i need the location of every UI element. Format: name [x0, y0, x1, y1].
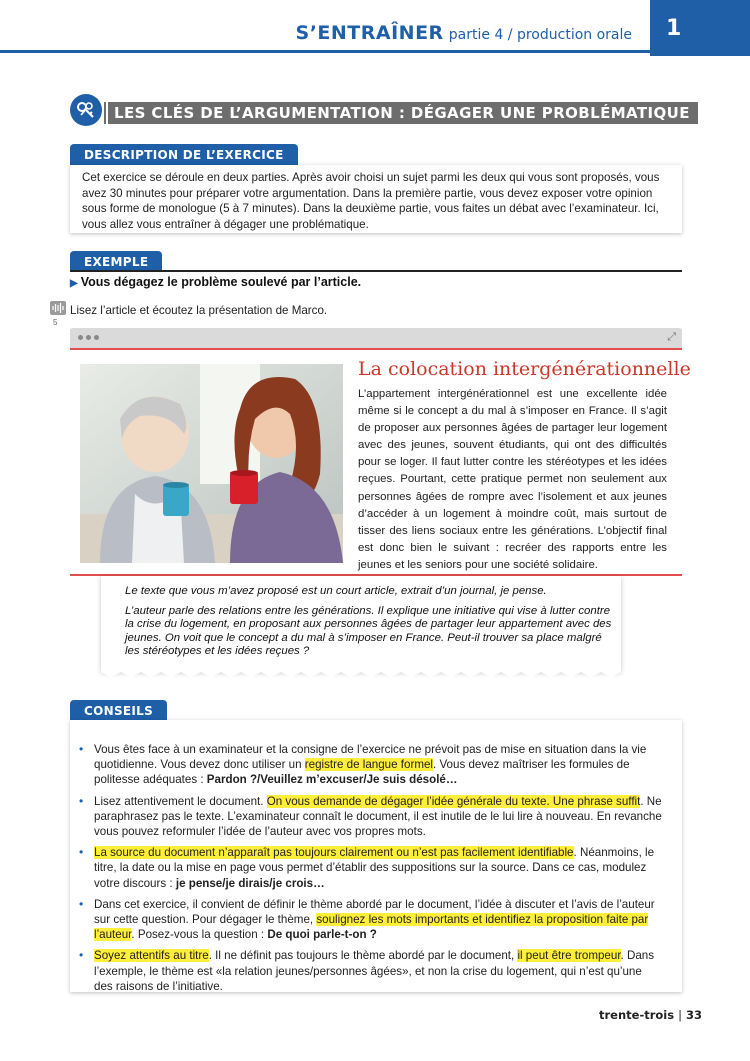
article-browser-frame [70, 328, 691, 576]
conseil-item: • Soyez attentifs au titre. Il ne définit pas toujours le thème abordé par le document, il peut être trompeur. Dans l’exemple, le thème est «la relation jeunes/personnes âgées», et non la crise du logement, qui n’est qu’une des raisons de l’initiative. [79, 948, 655, 993]
highlighted-text: registre de langue formel [304, 758, 434, 772]
article-photo [80, 364, 343, 563]
browser-window-dots [78, 335, 99, 340]
bold-phrase: De quoi parle-t-on ? [267, 928, 377, 942]
browser-toolbar [70, 328, 682, 348]
transcript-note [101, 576, 621, 672]
header-title [296, 22, 632, 44]
arrow-right-icon: ▶ [70, 278, 78, 289]
unit-number: 1 [650, 0, 750, 56]
transcript-paragraph-1: Le texte que vous m’avez proposé est un court article, extrait d’un journal, je pense. [125, 585, 547, 597]
exemple-divider [70, 270, 682, 272]
highlighted-text: Soyez attentifs au titre [94, 949, 209, 963]
conseil-item: • Dans cet exercice, il convient de définir le thème abordé par le document, l’idée à discuter et l’avis de l’auteur sur cette question. Pour dégager le thème, soulignez les mots importants et identifiez la proposition faite par l’auteur. Posez-vous la question : De quoi parle-t-on ? [79, 896, 655, 942]
highlighted-text: On vous demande de dégager l’idée générale du texte. Une phrase suffit [266, 794, 641, 808]
article-text: L’appartement intergénérationnel est une excellente idée même si le concept a du mal à s’imposer en France. Il s’agit de proposer aux personnes âgées de partager leur logement avec des jeunes, souvent étudiants, qui ont des difficultés pour se loger. Il faut lutter contre les stéréotypes et les idées reçues. Pourtant, cette pratique permet non seulement aux personnes âgées de rompre avec l’isolement et aux jeunes d’accéder à un logement à moindre coût, mais surtout de tisser des liens sociaux entre les générations. L’objectif final est donc bien le suivant : recréer des rapports entre les jeunes et les seniors pour une société solidaire. [358, 388, 667, 571]
browser-expand-icon[interactable]: ⤢ [667, 331, 676, 343]
key-icon [70, 94, 102, 126]
exemple-task [70, 275, 361, 289]
bold-phrase: je pense/je dirais/je crois… [175, 876, 325, 890]
bullet-icon: • [79, 793, 84, 808]
description-box [70, 165, 682, 233]
page-header [0, 0, 750, 56]
conseils-box [70, 720, 682, 992]
description-label: DESCRIPTION DE L’EXERCICE [70, 144, 298, 165]
bullet-icon: • [79, 845, 84, 860]
description-text: Cet exercice se déroule en deux parties. Après avoir choisi un sujet parmi les deux qui vous sont proposés, vous avez 30 minutes pour préparer votre argumentation. Dans la première partie, vous devez exposer votre opinion sous forme de monologue (5 à 7 minutes). Dans la deuxième partie, vous faites un débat avec l’examinateur. Ici, vous allez vous entraîner à dégager une problématique. [82, 171, 660, 231]
exemple-label: EXEMPLE [70, 251, 162, 272]
bullet-icon: • [79, 742, 84, 756]
header-section-subtitle: partie 4 / production orale [448, 27, 632, 43]
conseils-list [79, 742, 662, 1000]
bullet-icon: • [79, 896, 84, 911]
transcript-paragraph-2: L’auteur parle des relations entre les générations. Il explique une initiative qui vise à lutter contre la crise du logement, en proposant aux personnes âgées de partager leur appartement avec des jeunes. On voit que le concept a du mal à s’imposer en France. Peut-il trouver sa place malgré les stéréotypes et les idées reçues ? [125, 605, 612, 658]
audio-icon[interactable] [50, 301, 66, 315]
conseil-item: • Lisez attentivement le document. On vous demande de dégager l’idée générale du texte. Une phrase suffit. Ne paraphrasez pas le texte. L’examinateur connaît le document, il est inutile de le lui lire à nouveau. En revanche vous pouvez reformuler l’idée de l’auteur avec vos propres mots. [79, 793, 662, 839]
header-section-title: S’ENTRAÎNER [295, 22, 444, 44]
page-number: 33 [685, 1008, 702, 1022]
header-divider [0, 50, 652, 53]
highlighted-text: La source du document n’apparaît pas toujours clairement ou n’est pas facilement identifiable [94, 846, 574, 860]
page-footer: trente-trois | 33 [599, 1008, 702, 1022]
bold-phrase: Pardon ?/Veuillez m’excuser/Je suis désolé… [206, 773, 458, 787]
exemple-task-text: Vous dégagez le problème soulevé par l’article. [80, 275, 362, 289]
bullet-icon: • [79, 948, 84, 963]
article-top-rule [70, 348, 682, 350]
article-title: La colocation intergénérationnelle [358, 358, 691, 380]
page-number-words: trente-trois [599, 1008, 675, 1022]
highlighted-text: il peut être trompeur [517, 949, 621, 963]
conseil-item: • La source du document n’apparaît pas toujours clairement ou n’est pas facilement identifiable. Néanmoins, le titre, la date ou la mise en page vous permet d’établir des suppositions sur la source. Dans ce cas, modulez votre discours : je pense/je dirais/je crois… [79, 845, 655, 890]
main-heading: LES CLÉS DE L’ARGUMENTATION : DÉGAGER UNE PROBLÉMATIQUE [108, 102, 698, 124]
audio-track-number: 5 [53, 318, 58, 327]
conseil-item: • Vous êtes face à un examinateur et la consigne de l’exercice ne prévoit pas de mise en situation dans la vie quotidienne. Vous devez donc utiliser un registre de langue formel. Vous devez maîtriser les formules de politesse adéquates : Pardon ?/Veuillez m’excuser/Je suis désolé… [79, 742, 647, 787]
audio-instruction: Lisez l’article et écoutez la présentation de Marco. [70, 304, 328, 317]
highlighted-text: soulignez les mots importants et identifiez la proposition faite par l’auteur [94, 913, 649, 942]
torn-edge [101, 670, 621, 678]
conseils-label: CONSEILS [70, 700, 167, 721]
